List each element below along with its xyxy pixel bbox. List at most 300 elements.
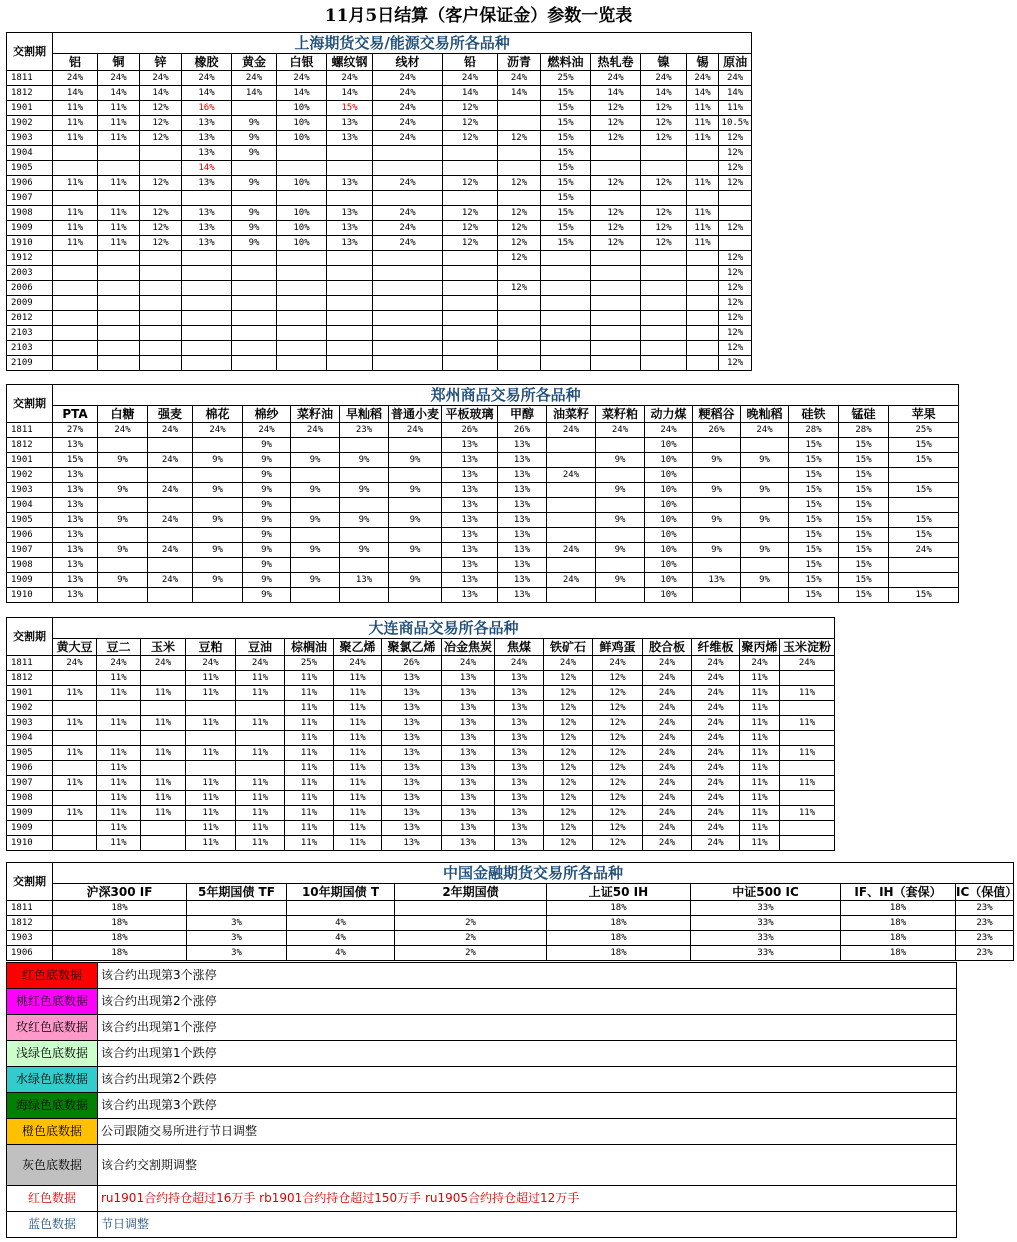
- margin-rate: 24%: [692, 731, 740, 746]
- margin-rate: 11%: [53, 686, 97, 701]
- margin-rate: [693, 498, 741, 513]
- table-row: [7, 453, 959, 468]
- margin-rate: 13%: [442, 701, 495, 716]
- margin-rate: 12%: [593, 746, 643, 761]
- margin-rate: 12%: [591, 236, 641, 251]
- margin-rate: 12%: [140, 206, 182, 221]
- margin-rate: [741, 528, 789, 543]
- page-title: 11月5日结算（客户保证金）参数一览表: [324, 6, 633, 26]
- legend-description: 该合约出现第2个跌停: [98, 1067, 957, 1093]
- margin-rate: [140, 296, 182, 311]
- margin-rate: [193, 528, 243, 543]
- margin-rate: [780, 821, 835, 836]
- margin-rate: 14%: [443, 86, 498, 101]
- margin-rate: 9%: [389, 573, 442, 588]
- margin-rate: [98, 281, 140, 296]
- margin-rate: [596, 498, 645, 513]
- margin-rate: 11%: [53, 131, 98, 146]
- margin-rate: 11%: [53, 776, 97, 791]
- table-row: [7, 341, 752, 356]
- margin-rate: 11%: [236, 821, 285, 836]
- product-header: 菜籽粕: [596, 406, 645, 423]
- margin-rate: 24%: [692, 686, 740, 701]
- product-header: 铅: [443, 54, 498, 71]
- margin-rate: 12%: [498, 236, 541, 251]
- margin-rate: 11%: [236, 836, 285, 851]
- margin-rate: 12%: [593, 716, 643, 731]
- margin-rate: [98, 438, 148, 453]
- product-header: 聚乙烯: [334, 639, 382, 656]
- margin-rate: [596, 468, 645, 483]
- margin-rate: 15%: [541, 161, 591, 176]
- delivery-period: 1906: [7, 946, 53, 961]
- margin-rate: 12%: [591, 221, 641, 236]
- margin-rate: 12%: [498, 176, 541, 191]
- margin-rate: 11%: [97, 761, 141, 776]
- margin-rate: [591, 266, 641, 281]
- margin-rate: 13%: [53, 468, 98, 483]
- margin-rate: 24%: [740, 656, 780, 671]
- margin-rate: 10%: [645, 453, 693, 468]
- margin-rate: 15%: [839, 483, 889, 498]
- margin-rate: [327, 161, 373, 176]
- margin-rate: 9%: [243, 483, 291, 498]
- margin-rate: [232, 311, 277, 326]
- margin-rate: 24%: [741, 423, 789, 438]
- delivery-period: 1906: [7, 528, 53, 543]
- margin-rate: [53, 191, 98, 206]
- margin-rate: [591, 326, 641, 341]
- legend-description: 该合约交割期调整: [98, 1145, 957, 1186]
- margin-rate: 13%: [53, 573, 98, 588]
- margin-rate: 12%: [593, 821, 643, 836]
- margin-rate: 12%: [719, 266, 752, 281]
- margin-rate: 13%: [442, 498, 498, 513]
- margin-rate: 11%: [236, 806, 285, 821]
- product-header: PTA: [53, 406, 98, 423]
- margin-rate: [98, 266, 140, 281]
- margin-rate: [443, 191, 498, 206]
- margin-rate: [547, 498, 596, 513]
- margin-rate: 9%: [693, 543, 741, 558]
- margin-rate: 10%: [645, 528, 693, 543]
- margin-rate: 12%: [140, 221, 182, 236]
- margin-rate: 11%: [285, 761, 334, 776]
- margin-rate: 11%: [53, 806, 97, 821]
- margin-rate: [340, 468, 389, 483]
- margin-rate: 12%: [498, 206, 541, 221]
- margin-rate: 12%: [593, 701, 643, 716]
- margin-rate: 14%: [641, 86, 687, 101]
- margin-rate: 9%: [340, 513, 389, 528]
- margin-rate: 9%: [693, 453, 741, 468]
- margin-rate: 12%: [641, 236, 687, 251]
- margin-rate: [141, 821, 186, 836]
- margin-rate: 12%: [719, 131, 752, 146]
- margin-rate: [182, 326, 232, 341]
- margin-rate: [596, 528, 645, 543]
- margin-rate: 11%: [53, 236, 98, 251]
- margin-rate: 12%: [719, 161, 752, 176]
- margin-rate: 9%: [596, 453, 645, 468]
- margin-rate: [232, 266, 277, 281]
- margin-rate: [98, 296, 140, 311]
- margin-rate: 24%: [148, 513, 193, 528]
- table-row: [7, 498, 959, 513]
- margin-rate: 24%: [643, 836, 692, 851]
- margin-rate: 24%: [643, 656, 692, 671]
- delivery-period: 1811: [7, 423, 53, 438]
- margin-rate: 13%: [327, 116, 373, 131]
- margin-rate: [541, 296, 591, 311]
- margin-rate: [148, 558, 193, 573]
- product-header: 上证50 IH: [547, 884, 691, 901]
- margin-rate: 9%: [389, 513, 442, 528]
- table-row: [7, 101, 752, 116]
- product-header: 黄大豆: [53, 639, 97, 656]
- margin-rate: [591, 296, 641, 311]
- table-row: [7, 836, 835, 851]
- table-row: [7, 686, 835, 701]
- margin-rate: [741, 468, 789, 483]
- margin-rate: [98, 356, 140, 371]
- margin-rate: [148, 588, 193, 603]
- product-header: 玉米: [141, 639, 186, 656]
- product-header: 动力煤: [645, 406, 693, 423]
- margin-rate: [232, 296, 277, 311]
- margin-rate: 24%: [692, 806, 740, 821]
- margin-rate: [193, 588, 243, 603]
- table-row: [7, 776, 835, 791]
- margin-rate: 13%: [495, 776, 544, 791]
- margin-rate: [498, 101, 541, 116]
- margin-rate: [327, 356, 373, 371]
- margin-rate: [687, 311, 719, 326]
- margin-rate: 13%: [327, 176, 373, 191]
- margin-rate: 11%: [285, 791, 334, 806]
- margin-rate: 12%: [641, 221, 687, 236]
- margin-rate: 15%: [541, 131, 591, 146]
- margin-rate: 24%: [544, 656, 593, 671]
- margin-rate: [182, 311, 232, 326]
- table-row: [7, 946, 1014, 961]
- margin-rate: 15%: [789, 528, 839, 543]
- margin-rate: [373, 356, 443, 371]
- product-header: IC（保值）: [956, 885, 1017, 899]
- margin-rate: 27%: [53, 423, 98, 438]
- margin-rate: [140, 146, 182, 161]
- margin-rate: 13%: [498, 528, 547, 543]
- margin-rate: [641, 161, 687, 176]
- product-header: 线材: [373, 54, 443, 71]
- margin-rate: 11%: [98, 131, 140, 146]
- margin-rate: 9%: [232, 206, 277, 221]
- margin-rate: 13%: [382, 716, 442, 731]
- table-row: [7, 116, 752, 131]
- margin-rate: 13%: [442, 513, 498, 528]
- margin-rate: [53, 671, 97, 686]
- margin-rate: 14%: [498, 86, 541, 101]
- margin-rate: 18%: [841, 916, 956, 931]
- margin-rate: 13%: [495, 716, 544, 731]
- margin-rate: 13%: [53, 438, 98, 453]
- margin-rate: [641, 296, 687, 311]
- margin-rate: [591, 341, 641, 356]
- margin-rate: 9%: [596, 483, 645, 498]
- margin-rate: [232, 326, 277, 341]
- delivery-period: 1901: [7, 101, 53, 116]
- margin-rate: [687, 326, 719, 341]
- margin-rate: [98, 251, 140, 266]
- table-row: [7, 191, 752, 206]
- margin-rate: 9%: [243, 573, 291, 588]
- table-row: [7, 528, 959, 543]
- margin-rate: [591, 146, 641, 161]
- margin-rate: 24%: [692, 821, 740, 836]
- margin-rate: 15%: [53, 453, 98, 468]
- margin-rate: [140, 191, 182, 206]
- margin-rate: 12%: [544, 791, 593, 806]
- margin-rate: 11%: [740, 716, 780, 731]
- margin-rate: 9%: [193, 543, 243, 558]
- margin-rate: [53, 281, 98, 296]
- margin-rate: 12%: [641, 131, 687, 146]
- margin-rate: [373, 296, 443, 311]
- margin-rate: 9%: [98, 483, 148, 498]
- product-header: 棉纱: [243, 406, 291, 423]
- margin-rate: [395, 901, 547, 916]
- margin-rate: [277, 146, 327, 161]
- table-row: [7, 916, 1014, 931]
- margin-rate: 11%: [186, 791, 236, 806]
- margin-rate: 9%: [596, 573, 645, 588]
- margin-rate: 10%: [277, 116, 327, 131]
- margin-rate: [141, 731, 186, 746]
- margin-rate: 11%: [740, 686, 780, 701]
- delivery-period-header: 交割期: [7, 863, 53, 901]
- margin-rate: 13%: [382, 791, 442, 806]
- table-row: [7, 251, 752, 266]
- margin-rate: [498, 296, 541, 311]
- margin-rate: [641, 281, 687, 296]
- margin-rate: 11%: [285, 806, 334, 821]
- delivery-period: 1909: [7, 806, 53, 821]
- margin-rate: 24%: [236, 656, 285, 671]
- margin-rate: 15%: [839, 558, 889, 573]
- margin-rate: 11%: [780, 686, 835, 701]
- margin-rate: 4%: [287, 946, 395, 961]
- margin-rate: 13%: [495, 701, 544, 716]
- margin-rate: 15%: [541, 236, 591, 251]
- table-row: [7, 716, 835, 731]
- margin-rate: 9%: [741, 453, 789, 468]
- product-header: 胶合板: [643, 639, 692, 656]
- margin-rate: [443, 266, 498, 281]
- margin-rate: 11%: [334, 746, 382, 761]
- product-header: 锰硅: [839, 406, 889, 423]
- margin-rate: [591, 191, 641, 206]
- delivery-period: 1909: [7, 573, 53, 588]
- product-header: 粳稻谷: [693, 406, 741, 423]
- table-row: [7, 806, 835, 821]
- margin-rate: 12%: [140, 116, 182, 131]
- margin-rate: 9%: [232, 221, 277, 236]
- margin-rate: [232, 356, 277, 371]
- margin-rate: [53, 296, 98, 311]
- product-header: 焦煤: [495, 639, 544, 656]
- delivery-period: 2003: [7, 266, 53, 281]
- margin-rate: 12%: [591, 101, 641, 116]
- dce-caption: 大连商品交易所各品种: [53, 618, 835, 639]
- margin-rate: 11%: [740, 836, 780, 851]
- legend-description: 该合约出现第1个涨停: [98, 1015, 957, 1041]
- margin-rate: 13%: [442, 716, 495, 731]
- delivery-period: 2103: [7, 326, 53, 341]
- margin-rate: 11%: [285, 821, 334, 836]
- margin-rate: 24%: [277, 71, 327, 86]
- margin-rate: [98, 528, 148, 543]
- margin-rate: 25%: [889, 423, 959, 438]
- margin-rate: 13%: [442, 776, 495, 791]
- margin-rate: 12%: [498, 221, 541, 236]
- margin-rate: [53, 761, 97, 776]
- margin-rate: 10%: [277, 101, 327, 116]
- table-row: [7, 221, 752, 236]
- delivery-period: 1904: [7, 731, 53, 746]
- table-row: [7, 206, 752, 221]
- margin-rate: 12%: [593, 686, 643, 701]
- margin-rate: 11%: [141, 716, 186, 731]
- delivery-period: 1906: [7, 761, 53, 776]
- margin-rate: 4%: [287, 916, 395, 931]
- table-row: [7, 296, 752, 311]
- delivery-period: 1910: [7, 236, 53, 251]
- margin-rate: 10%: [277, 221, 327, 236]
- margin-rate: 11%: [186, 716, 236, 731]
- margin-rate: 24%: [641, 71, 687, 86]
- margin-rate: 13%: [495, 746, 544, 761]
- margin-rate: [719, 206, 752, 221]
- margin-rate: 9%: [243, 513, 291, 528]
- margin-rate: [780, 731, 835, 746]
- margin-rate: 23%: [956, 931, 1014, 946]
- margin-rate: [693, 558, 741, 573]
- margin-rate: [236, 701, 285, 716]
- table-row: [7, 656, 835, 671]
- product-header: 晚籼稻: [741, 406, 789, 423]
- margin-rate: 24%: [148, 543, 193, 558]
- delivery-period: 1902: [7, 701, 53, 716]
- legend-description: 该合约出现第1个跌停: [98, 1041, 957, 1067]
- margin-rate: 24%: [692, 791, 740, 806]
- margin-rate: [186, 701, 236, 716]
- margin-rate: 12%: [544, 776, 593, 791]
- margin-rate: 11%: [687, 236, 719, 251]
- margin-rate: 26%: [498, 423, 547, 438]
- margin-rate: 9%: [693, 513, 741, 528]
- margin-rate: 11%: [53, 116, 98, 131]
- margin-rate: 13%: [442, 588, 498, 603]
- margin-rate: 15%: [789, 588, 839, 603]
- margin-rate: 15%: [839, 468, 889, 483]
- margin-rate: 13%: [382, 836, 442, 851]
- margin-rate: 11%: [719, 101, 752, 116]
- margin-rate: 11%: [740, 731, 780, 746]
- margin-rate: 10%: [645, 513, 693, 528]
- margin-rate: 12%: [593, 791, 643, 806]
- margin-rate: 11%: [236, 686, 285, 701]
- product-header: 10年期国债 T: [287, 884, 395, 901]
- margin-rate: 11%: [53, 176, 98, 191]
- margin-rate: [277, 296, 327, 311]
- margin-rate: 13%: [442, 483, 498, 498]
- margin-rate: 33%: [691, 916, 841, 931]
- table-row: [7, 311, 752, 326]
- margin-rate: 24%: [643, 806, 692, 821]
- margin-rate: 11%: [97, 746, 141, 761]
- product-header: 鲜鸡蛋: [593, 639, 643, 656]
- margin-rate: 13%: [498, 498, 547, 513]
- margin-rate: [291, 438, 340, 453]
- margin-rate: 12%: [140, 176, 182, 191]
- legend-row: [7, 1067, 957, 1093]
- margin-rate: 15%: [541, 86, 591, 101]
- margin-rate: 13%: [495, 731, 544, 746]
- margin-rate: 11%: [141, 746, 186, 761]
- delivery-period: 1907: [7, 776, 53, 791]
- margin-rate: 11%: [780, 746, 835, 761]
- margin-rate: [498, 341, 541, 356]
- margin-rate: [596, 588, 645, 603]
- delivery-period: 1903: [7, 483, 53, 498]
- margin-rate: [186, 761, 236, 776]
- product-header: 铁矿石: [544, 639, 593, 656]
- margin-rate: 16%: [182, 101, 232, 116]
- margin-rate: 9%: [243, 543, 291, 558]
- delivery-period: 1812: [7, 671, 53, 686]
- margin-rate: 11%: [334, 686, 382, 701]
- margin-rate: [687, 281, 719, 296]
- margin-rate: 12%: [593, 731, 643, 746]
- margin-rate: [498, 191, 541, 206]
- margin-rate: [541, 356, 591, 371]
- margin-rate: 9%: [291, 513, 340, 528]
- table-row: [7, 483, 959, 498]
- margin-rate: 33%: [691, 946, 841, 961]
- margin-rate: 24%: [719, 71, 752, 86]
- margin-rate: 11%: [97, 821, 141, 836]
- product-header: 锡: [687, 54, 719, 71]
- table-row: [7, 468, 959, 483]
- margin-rate: [232, 281, 277, 296]
- margin-rate: [53, 146, 98, 161]
- margin-rate: [591, 281, 641, 296]
- margin-rate: [541, 326, 591, 341]
- margin-rate: 12%: [544, 761, 593, 776]
- margin-rate: 11%: [740, 806, 780, 821]
- margin-rate: 12%: [140, 101, 182, 116]
- margin-rate: [641, 191, 687, 206]
- margin-rate: 24%: [373, 236, 443, 251]
- margin-rate: 24%: [373, 176, 443, 191]
- margin-rate: 18%: [841, 901, 956, 916]
- margin-rate: 9%: [98, 573, 148, 588]
- margin-rate: 11%: [334, 731, 382, 746]
- margin-rate: 11%: [97, 686, 141, 701]
- margin-rate: 18%: [53, 916, 187, 931]
- margin-rate: 11%: [98, 221, 140, 236]
- margin-rate: 13%: [498, 543, 547, 558]
